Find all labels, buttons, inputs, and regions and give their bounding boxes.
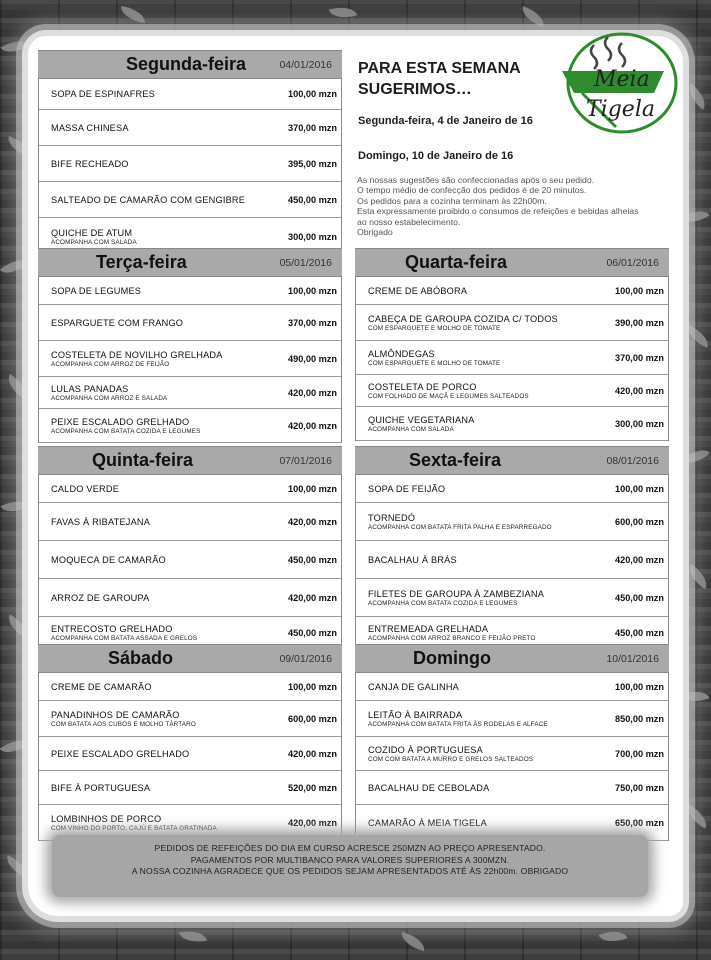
menu-item-list [38,79,342,257]
footer-notice [52,835,648,897]
menu-item-list [355,277,669,441]
dish-price: 420,00 mzn [287,748,337,759]
day-name: Segunda-feira [126,54,247,74]
dish-side: ACOMPANHA COM BATATA COZIDA E LEGUMES [51,427,201,435]
menu-item [39,737,341,771]
dish-name: BIFE À PORTUGUESA [51,782,151,793]
dish-name: BACALHAU À BRÁS [368,554,457,565]
day-date: 08/01/2016 [606,455,659,467]
dish-side: ACOMPANHA COM SALADA [51,239,137,246]
dish-price: 370,00 mzn [287,317,337,328]
menu-item-list [355,673,669,841]
day-date: 07/01/2016 [279,455,332,467]
footer-line-3: A NOSSA COZINHA AGRADECE QUE OS PEDIDOS SEJAM APRESENTADOS ATÉ ÀS 22h00m. OBRIGADO [131,866,569,876]
menu-item-text [368,415,475,433]
menu-item-text [51,624,197,642]
menu-item-text [368,484,445,494]
dish-side: COM BATATA AOS CUBOS E MOLHO TÁRTARO [51,720,196,728]
day-block-domingo [355,644,669,841]
dish-price: 420,00 mzn [287,516,337,527]
dish-name: SOPA DE ESPINAFRES [51,89,156,99]
dish-price: 420,00 mzn [287,387,337,398]
menu-item-text [368,710,548,728]
day-date: 04/01/2016 [279,59,332,71]
menu-item-text [368,589,544,607]
dish-price: 100,00 mzn [287,483,337,494]
day-date: 10/01/2016 [606,653,659,665]
menu-item-text [368,314,558,332]
menu-item-text [51,195,245,205]
menu-item-list [355,475,669,649]
menu-item-text [51,384,167,402]
menu-item [356,305,668,341]
day-block-quinta [38,446,342,649]
menu-item-text [51,814,217,832]
dish-price: 450,00 mzn [614,592,664,603]
dish-price: 300,00 mzn [287,232,337,242]
dish-name: COSTELETA DE NOVILHO GRELHADA [51,349,223,360]
menu-item-text [368,682,459,692]
menu-item [39,701,341,737]
menu-item-text [368,783,489,793]
dish-price: 850,00 mzn [614,713,664,724]
dish-name: SOPA DE FEIJÃO [368,483,446,494]
day-date: 09/01/2016 [279,653,332,665]
menu-item-text [368,513,552,531]
menu-item-text [51,593,150,603]
dish-price: 450,00 mzn [287,554,337,565]
menu-item-text [51,749,189,759]
dish-name: PANADINHOS DE CAMARÃO [51,709,180,720]
menu-item [356,475,668,503]
dish-name: COZIDO À PORTUGUESA [368,744,483,755]
dish-price: 600,00 mzn [614,516,664,527]
menu-item [356,579,668,617]
menu-item-text [51,517,150,527]
menu-item-list [38,475,342,649]
dish-name: FILETES DE GAROUPA À ZAMBEZIANA [368,588,545,599]
menu-item [39,182,341,218]
note-line: Os pedidos para a cozinha terminam às 22h00m. [357,195,547,206]
day-header [355,446,669,475]
dish-name: PEIXE ESCALADO GRELHADO [51,416,190,427]
logo-word-meia: Meia [594,67,650,92]
menu-item [39,409,341,443]
dish-name: FAVAS À RIBATEJANA [51,516,151,527]
menu-item-text [51,417,200,435]
dish-name: MASSA CHINESA [51,122,129,133]
menu-item [39,110,341,146]
menu-item [39,341,341,377]
dish-side: ACOMPANHA COM BATATA FRITA PALHA E ESPARREGADO [368,523,552,531]
menu-item-text [368,382,529,400]
dish-name: PEIXE ESCALADO GRELHADO [51,748,190,759]
menu-item [356,771,668,805]
dish-price: 450,00 mzn [287,194,337,205]
menu-item-text [368,555,457,565]
suggestion-date-start: Segunda-feira, 4 de Janeiro de 16 [358,115,533,127]
dish-name: LULAS PANADAS [51,383,129,394]
dish-price: 420,00 mzn [287,817,337,828]
dish-name: SOPA DE LEGUMES [51,285,142,296]
restaurant-logo [556,27,678,134]
menu-item-text [51,123,129,133]
dish-price: 390,00 mzn [614,317,664,328]
menu-item [356,277,668,305]
dish-name: COSTELETA DE PORCO [368,381,477,392]
menu-item-text [51,350,223,368]
day-header [38,248,342,277]
dish-name: SALTEADO DE CAMARÃO COM GENGIBRE [51,194,246,205]
dish-name: MOQUECA DE CAMARÃO [51,554,166,565]
menu-item-list [38,673,342,841]
dish-price: 490,00 mzn [287,353,337,364]
day-name: Sexta-feira [409,450,502,470]
dish-name: CABEÇA DE GAROUPA COZIDA C/ TODOS [368,313,558,324]
dish-price: 395,00 mzn [287,158,337,169]
menu-item [39,79,341,110]
day-block-terca [38,248,342,443]
note-line: ao nosso estabelecimento. [357,216,461,227]
dish-price: 100,00 mzn [614,285,664,296]
menu-item [39,579,341,617]
menu-item-list [38,277,342,443]
menu-item-text [51,783,150,793]
suggestion-title [358,58,521,100]
menu-item-text [51,555,166,565]
dish-price: 450,00 mzn [287,627,337,638]
menu-item [39,673,341,701]
dish-name: QUICHE VEGETARIANA [368,414,475,425]
dish-name: CAMARÃO À MEIA TIGELA [368,817,487,828]
day-block-sabado [38,644,342,841]
dish-side: COM ESPARGUETE E MOLHO DE TOMATE [368,324,501,332]
day-header [355,248,669,277]
dish-price: 420,00 mzn [287,420,337,431]
dish-name: BIFE RECHEADO [51,158,129,169]
suggestion-date-end: Domingo, 10 de Janeiro de 16 [358,150,514,162]
menu-item [39,771,341,805]
menu-item-text [51,484,119,494]
dish-name: CREME DE CAMARÃO [51,681,152,692]
note-line: O tempo médio de confecção dos pedidos é de 20 minutos. [357,185,587,196]
day-block-sexta [355,446,669,649]
suggestion-title-line1: PARA ESTA SEMANA [358,60,521,77]
menu-item [356,375,668,407]
menu-item-text [368,624,536,642]
dish-price: 100,00 mzn [287,681,337,692]
day-date: 05/01/2016 [279,257,332,269]
day-block-quarta [355,248,669,441]
dish-name: CREME DE ABÓBORA [368,285,468,296]
dish-side: ACOMPANHA COM ARROZ E SALADA [51,394,168,402]
day-name: Sábado [108,648,174,668]
dish-name: TORNEDÓ [368,512,416,523]
dish-price: 600,00 mzn [287,713,337,724]
dish-price: 420,00 mzn [614,554,664,565]
dish-name: ALMÔNDEGAS [368,348,435,359]
day-name: Terça-feira [96,252,187,272]
dish-price: 100,00 mzn [287,285,337,296]
dish-name: ESPARGUETE COM FRANGO [51,317,184,328]
dish-name: CALDO VERDE [51,483,120,494]
dish-name: ENTREMEADA GRELHADA [368,623,489,634]
menu-item-text [368,818,487,828]
day-block-segunda [38,50,342,257]
menu-item [356,341,668,375]
menu-item-text [51,710,196,728]
dish-side: COM VINHO DO PORTO, CAJÚ E BATATA GRATINADA [51,824,217,832]
dish-price: 420,00 mzn [614,385,664,396]
dish-side: ACOMPANHA COM ARROZ BRANCO E FEIJÃO PRETO [368,634,536,642]
dish-side: ACOMPANHA COM BATATA COZIDA E LEGUMES [368,599,518,607]
menu-item [356,407,668,441]
footer-line-1: PEDIDOS DE REFEIÇÕES DO DIA EM CURSO ACRESCE 250MZN AO PREÇO APRESENTADO. [154,843,546,853]
dish-name: ARROZ DE GAROUPA [51,592,150,603]
dish-name: LEITÃO À BAIRRADA [368,709,463,720]
day-name: Domingo [413,648,491,668]
menu-item-text [51,682,152,692]
note-line: As nossas sugestões são confeccionadas após o seu pedido. [357,175,595,185]
dish-name: BACALHAU DE CEBOLADA [368,782,490,793]
dish-price: 700,00 mzn [614,748,664,759]
menu-item [39,503,341,541]
menu-item-text [368,745,533,763]
note-line: Obrigado [357,227,393,238]
day-date: 06/01/2016 [606,257,659,269]
dish-price: 650,00 mzn [614,817,664,828]
dish-price: 370,00 mzn [287,122,337,133]
dish-price: 370,00 mzn [614,352,664,363]
day-name: Quinta-feira [92,450,194,470]
suggestion-title-line2: SUGERIMOS… [358,81,472,98]
note-line: Esta expressamente proibido o consumos de refeições e bebidas alheias [357,206,639,217]
menu-item [356,503,668,541]
menu-item-text [51,318,183,328]
dish-name: QUICHE DE ATUM [51,228,133,238]
menu-item-text [368,349,500,367]
dish-price: 100,00 mzn [614,483,664,494]
dish-price: 520,00 mzn [287,782,337,793]
dish-side: ACOMPANHA COM BATATA FRITA ÀS RODELAS E ALFACE [368,720,548,728]
dish-price: 300,00 mzn [614,418,664,429]
dish-price: 450,00 mzn [614,627,664,638]
footer-line-2: PAGAMENTOS POR MULTIBANCO PARA VALORES SUPERIORES A 300MZN. [190,854,510,865]
menu-item [39,541,341,579]
dish-name: CANJA DE GALINHA [368,681,460,692]
menu-item-text [51,286,141,296]
dish-side: ACOMPANHA COM BATATA ASSADA E GRELOS [51,634,198,642]
day-header [38,446,342,475]
menu-item [356,737,668,771]
menu-item [356,701,668,737]
logo-word-tigela: Tigela [586,97,655,122]
day-name: Quarta-feira [405,252,508,272]
menu-item [356,541,668,579]
dish-side: COM ESPARGUETE E MOLHO DE TOMATE [368,359,501,367]
menu-item [39,305,341,341]
dish-price: 100,00 mzn [287,89,337,99]
menu-item-text [51,89,155,99]
suggestion-notes [357,175,675,237]
menu-item-text [51,159,129,169]
dish-price: 420,00 mzn [287,592,337,603]
menu-item [39,146,341,182]
menu-item [39,377,341,409]
dish-side: ACOMPANHA COM ARROZ DE FEIJÃO [51,360,170,368]
day-header [38,50,342,79]
dish-name: LOMBINHOS DE PORCO [51,813,162,824]
menu-item-text [51,228,137,246]
dish-price: 750,00 mzn [614,782,664,793]
day-header [355,644,669,673]
menu-item [356,673,668,701]
menu-item [39,277,341,305]
dish-price: 100,00 mzn [614,681,664,692]
dish-side: ACOMPANHA COM SALADA [368,425,454,433]
day-header [38,644,342,673]
dish-name: ENTRECOSTO GRELHADO [51,623,173,634]
menu-item-text [368,286,467,296]
dish-side: COM COM BATATA A MURRO E GRELOS SALTEADOS [368,755,534,763]
menu-item [39,475,341,503]
dish-side: COM FOLHADO DE MAÇÃ E LEGUMES SALTEADOS [368,392,529,400]
